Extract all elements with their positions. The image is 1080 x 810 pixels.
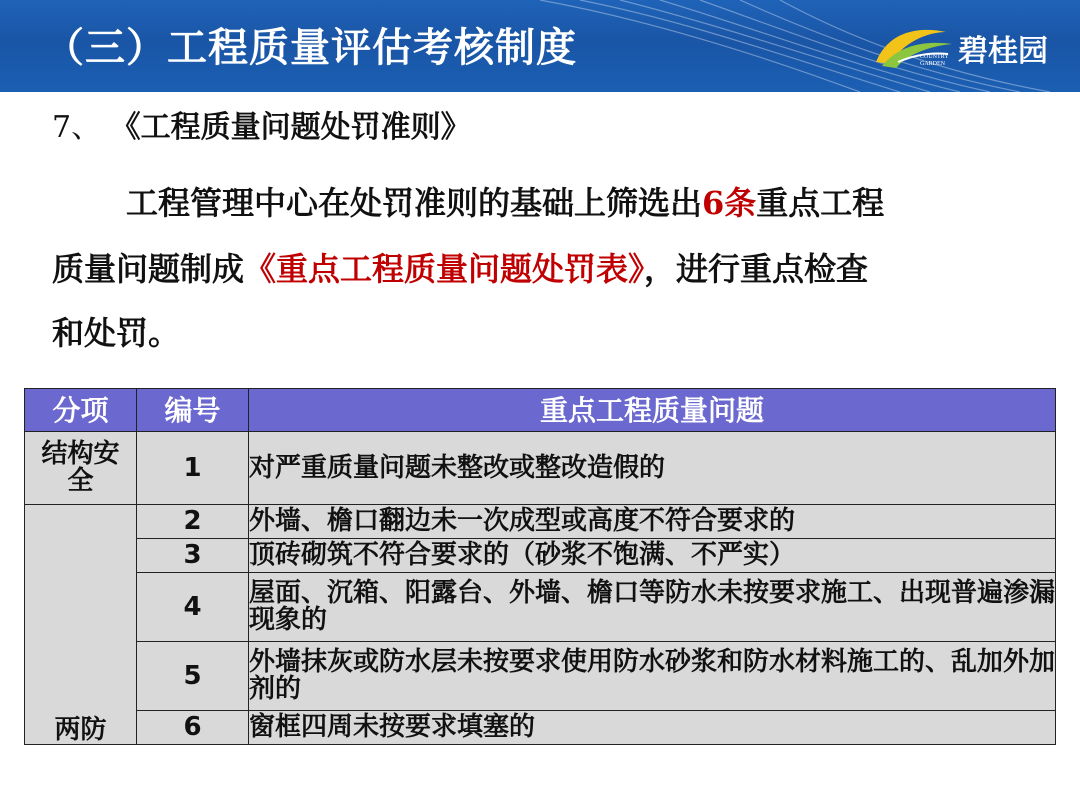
paragraph-text: 工程管理中心在处罚准则的基础上筛选出 xyxy=(126,184,703,222)
header-issue: 重点工程质量问题 xyxy=(249,389,1056,432)
table-row xyxy=(25,432,1056,505)
row-number: 6 xyxy=(137,711,249,745)
row-number: 2 xyxy=(137,505,249,539)
logo-subtext-2: GARDEN xyxy=(920,61,945,67)
issue-text: 屋面、沉箱、阳露台、外墙、檐口等防水未按要求施工、出现普遍渗漏现象的 xyxy=(249,573,1056,642)
issue-text: 窗框四周未按要求填塞的 xyxy=(249,711,1056,745)
penalty-table xyxy=(24,388,1056,745)
section-number: 7、 xyxy=(52,110,102,145)
table-row xyxy=(25,642,1056,711)
table-row xyxy=(25,539,1056,573)
paragraph-text: 重点工程 xyxy=(756,184,885,222)
table-row xyxy=(25,573,1056,642)
slide-title: （三）工程质量评估考核制度 xyxy=(44,25,577,71)
category-cell: 两防 xyxy=(25,505,137,745)
table-row xyxy=(25,505,1056,539)
paragraph-text: ，进行重点检查 xyxy=(644,250,869,288)
row-number: 3 xyxy=(137,539,249,573)
header-number: 编号 xyxy=(137,389,249,432)
issue-text: 对严重质量问题未整改或整改造假的 xyxy=(249,432,1056,505)
logo-subtext-1: COUNTRY xyxy=(920,54,949,60)
row-number: 5 xyxy=(137,642,249,711)
category-cell: 结构安全 xyxy=(25,432,137,505)
paragraph-text: 质量问题制成 xyxy=(52,250,245,288)
paragraph-line-3: 和处罚。 xyxy=(52,314,181,352)
paragraph-line-1 xyxy=(126,178,884,224)
company-logo xyxy=(868,22,1068,72)
highlight-count: 6 xyxy=(702,184,725,222)
section-heading xyxy=(52,102,471,146)
issue-text: 外墙抹灰或防水层未按要求使用防水砂浆和防水材料施工的、乱加外加剂的 xyxy=(249,642,1056,711)
highlight-count-unit: 条 xyxy=(724,184,757,222)
table-header-row xyxy=(25,389,1056,432)
row-number: 4 xyxy=(137,573,249,642)
issue-text: 顶砖砌筑不符合要求的（砂浆不饱满、不严实） xyxy=(249,539,1056,573)
paragraph-line-2 xyxy=(52,244,868,290)
issue-text: 外墙、檐口翻边未一次成型或高度不符合要求的 xyxy=(249,505,1056,539)
header-category: 分项 xyxy=(25,389,137,432)
table-row xyxy=(25,711,1056,745)
header-banner xyxy=(0,0,1080,92)
logo-brand-text: 碧桂园 xyxy=(958,34,1048,69)
row-number: 1 xyxy=(137,432,249,505)
section-title: 《工程质量问题处罚准则》 xyxy=(110,110,471,145)
highlight-table-name: 《重点工程质量问题处罚表》 xyxy=(244,250,645,288)
